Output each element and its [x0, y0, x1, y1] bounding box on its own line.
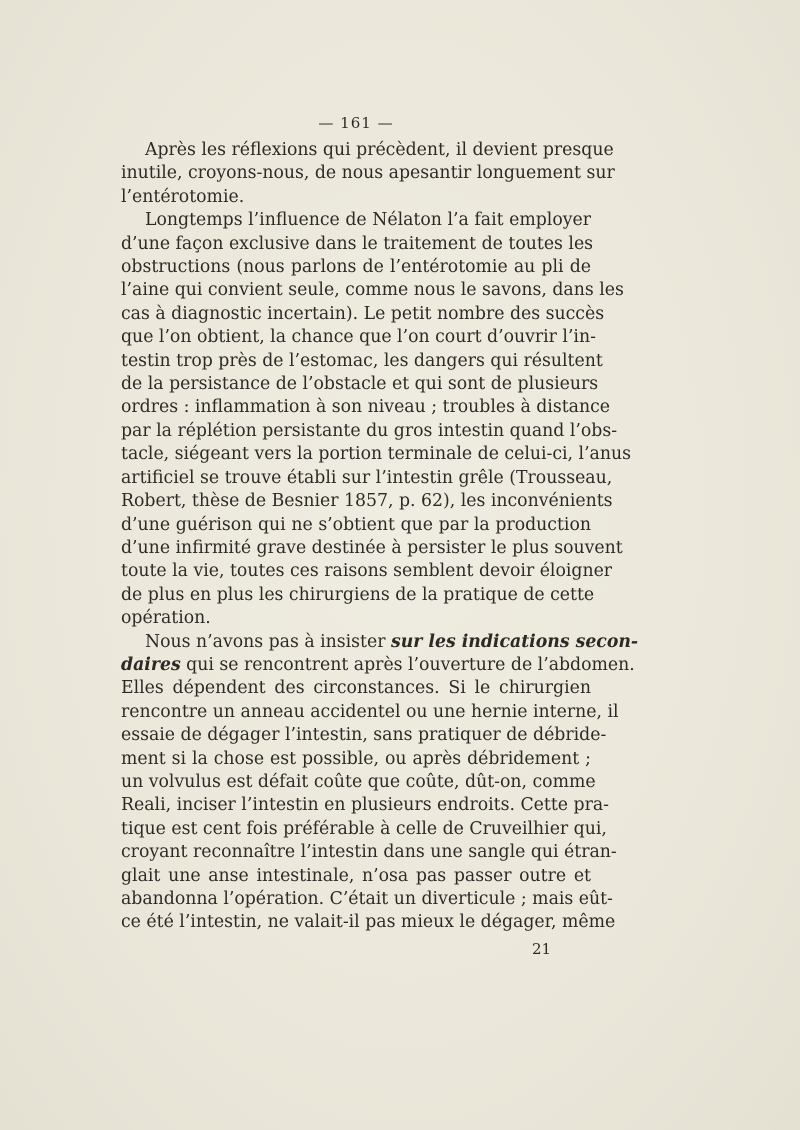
text-line: l’aine qui convient seule, comme nous le savons, dans les — [121, 280, 624, 301]
text-line: tique est cent fois préférable à celle de Cruveilhier qui, — [121, 818, 607, 839]
text-line: d’une infirmité grave destinée à persister le plus souvent — [121, 537, 623, 558]
text-line: par la réplétion persistante du gros intestin quand l’obs- — [121, 420, 618, 441]
text-line: Reali, inciser l’intestin en plusieurs endroits. Cette pra- — [121, 795, 609, 816]
text-line: inutile, croyons-nous, de nous apesantir longuement sur — [121, 163, 615, 184]
text-line — [121, 631, 639, 654]
page-number: — 161 — — [318, 114, 394, 132]
text-line: d’une guérison qui ne s’obtient que par la production — [121, 514, 591, 535]
text-line: ordres : inflammation à son niveau ; troubles à distance — [121, 397, 610, 418]
text-fragment: Nous n’avons pas à insister — [145, 631, 391, 652]
text-line: de plus en plus les chirurgiens de la pratique de cette — [121, 584, 595, 605]
text-line: d’une façon exclusive dans le traitement de toutes les — [121, 233, 594, 254]
signature-mark: 21 — [532, 940, 552, 958]
text-line — [121, 654, 635, 677]
text-line: Robert, thèse de Besnier 1857, p. 62), les inconvénients — [121, 491, 613, 512]
text-column — [121, 101, 639, 935]
text-line: tacle, siégeant vers la portion terminale de celui-ci, l’anus — [121, 444, 631, 465]
text-line: ment si la chose est possible, ou après débridement ; — [121, 748, 591, 769]
text-line: artificiel se trouve établi sur l’intestin grêle (Trousseau, — [121, 467, 613, 488]
text-line: obstructions (nous parlons de l’entérotomie au pli de — [121, 257, 591, 278]
text-line: l’entérotomie. — [121, 186, 245, 207]
emphasized-text: daires — [121, 654, 181, 675]
text-line: Longtemps l’influence de Nélaton l’a fait employer — [145, 210, 591, 231]
text-line: abandonna l’opération. C’était un diverticule ; mais eût- — [121, 889, 613, 909]
text-line: Elles dépendent des circonstances. Si le chirurgien — [121, 678, 591, 699]
text-line: toute la vie, toutes ces raisons semblent devoir éloigner — [121, 561, 613, 582]
text-line: essaie de dégager l’intestin, sans pratiquer de débride- — [121, 725, 607, 746]
text-line: opération. — [121, 608, 211, 629]
text-line: de la persistance de l’obstacle et qui sont de plusieurs — [121, 374, 599, 395]
text-line: testin trop près de l’estomac, les dangers qui résultent — [121, 350, 603, 371]
text-line: un volvulus est défait coûte que coûte, dût-on, comme — [121, 771, 596, 792]
text-line: Après les réflexions qui précèdent, il devient presque — [145, 140, 614, 160]
text-line: ce été l’intestin, ne valait-il pas mieux le dégager, même — [121, 912, 616, 933]
text-line: rencontre un anneau accidentel ou une hernie interne, il — [121, 701, 619, 722]
text-line: glait une anse intestinale, n’osa pas passer outre et — [121, 865, 591, 886]
emphasized-text: sur les indications secon- — [390, 631, 639, 652]
text-fragment: qui se rencontrent après l’ouverture de l’abdomen. — [180, 654, 635, 675]
text-line: croyant reconnaître l’intestin dans une sangle qui étran- — [121, 842, 617, 863]
text-line: que l’on obtient, la chance que l’on court d’ouvrir l’in- — [121, 327, 596, 348]
text-line: cas à diagnostic incertain). Le petit nombre des succès — [121, 303, 605, 324]
